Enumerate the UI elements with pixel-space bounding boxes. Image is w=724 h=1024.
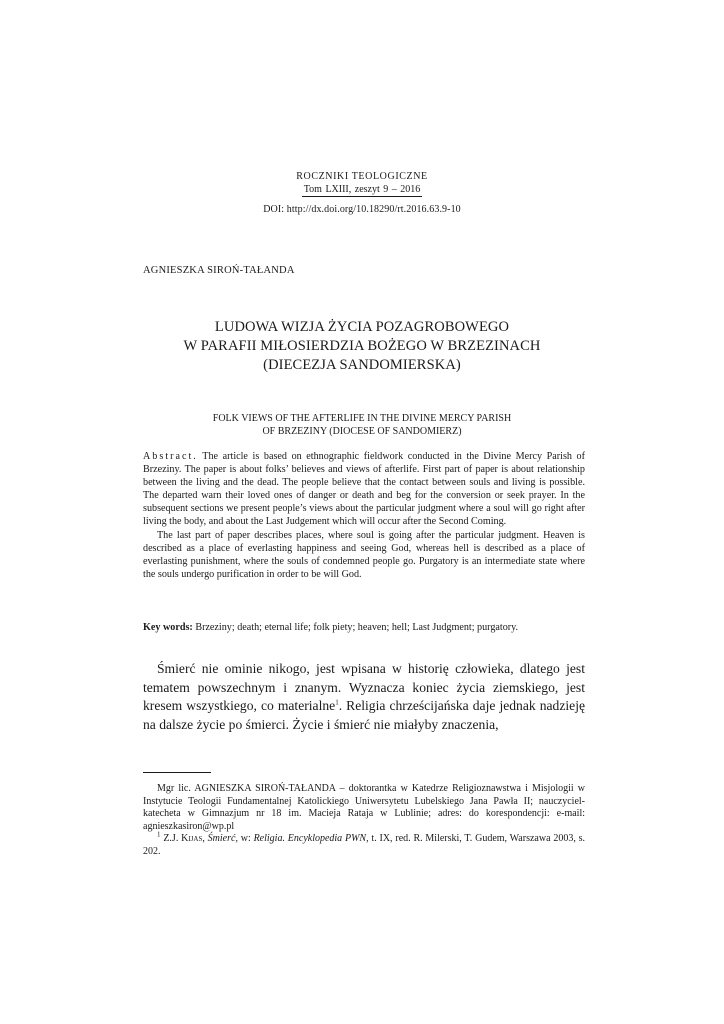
title-line: FOLK VIEWS OF THE AFTERLIFE IN THE DIVINE MERCY PARISH xyxy=(212,413,512,424)
author-name: AGNIESZKA SIROŃ-TAŁANDA xyxy=(143,265,295,276)
title-line: (DIECEZJA SANDOMIERSKA) xyxy=(263,357,461,373)
abstract-text: The article is based on ethnographic fieldwork conducted in the Divine Mercy Parish of Brzeziny. The paper is about folks’ believes and views of afterlife. First part of paper is about relationship between the living and the dead. The people believe that the contact between souls and living is possible. The departed warn their loved ones of danger or death and beg for the conversion or seek prayer. In the subsequent sections we present people’s views about the particular judgment where a soul will go right after living the body, and about the Last Judgement which will occur after the Second Coming. xyxy=(143,451,585,528)
article-title-english xyxy=(0,412,724,438)
doi-line: DOI: http://dx.doi.org/10.18290/rt.2016.63.9-10 xyxy=(263,204,461,215)
title-line: W PARAFII MIŁOSIERDZIA BOŻEGO W BRZEZINACH xyxy=(183,338,541,354)
cited-author: Z.J. Kijas xyxy=(163,833,203,845)
footnotes xyxy=(143,783,585,859)
body-text: Śmierć nie ominie nikogo, jest wpisana w historię człowieka, dlatego jest tematem powszechnym i znanym. Wyznacza koniec życia ziemskiego, jest kresem wszystkiego, co materialne xyxy=(143,661,585,714)
journal-volume: Tom LXIII, zeszyt 9 – 2016 xyxy=(303,184,421,195)
body-text: . Religia chrześcijańska daje jednak nadzieję na dalsze życie po śmierci. Życie i śmierć nie miałyby znaczenia, xyxy=(143,698,586,732)
body-paragraph xyxy=(143,660,585,734)
citation-details: , t. IX, red. R. Milerski, T. Gudem, Warszawa 2003, s. 202. xyxy=(143,833,586,857)
journal-header xyxy=(0,170,724,216)
separator: , w: xyxy=(235,833,254,845)
footnote-1 xyxy=(143,833,585,858)
abstract-label: Abstract. xyxy=(143,451,198,462)
abstract-paragraph: The last part of paper describes places, where soul is going after the particular judgment. Heaven is described as a place of everlasting happiness and seeing God, whereas hell is described as a place of everlasting punishment, where the souls of condemned people go. Purgatory is an intermediate state where the souls undergo purification in order to be will God. xyxy=(143,529,585,580)
article-title-polish xyxy=(0,318,724,375)
abstract-paragraph xyxy=(143,450,585,529)
footnote-divider xyxy=(143,772,211,773)
cited-work: Śmierć xyxy=(207,833,236,845)
footnote-reference[interactable]: 1 xyxy=(335,698,339,707)
title-line: OF BRZEZINY (DIOCESE OF SANDOMIERZ) xyxy=(262,426,462,437)
title-line: LUDOWA WIZJA ŻYCIA POZAGROBOWEGO xyxy=(214,319,510,335)
keywords-label: Key words: xyxy=(143,622,193,633)
keywords xyxy=(143,621,585,634)
author-footnote: Mgr lic. AGNIESZKA SIROŃ-TAŁANDA – doktorantka w Katedrze Religioznawstwa i Misjologii w Instytucie Teologii Fundamentalnej Katolickiego Uniwersytetu Lubelskiego Jana Pawła II; nauczyciel-katecheta w Gimnazjum nr 18 im. Macieja Rataja w Lublinie; adres: do korespondencji: e-mail: agnieszkasiron@wp.pl xyxy=(143,783,585,832)
footnote-number: 1 xyxy=(157,831,161,840)
cited-source: Religia. Encyklopedia PWN xyxy=(253,833,367,845)
keywords-text: Brzeziny; death; eternal life; folk piety; heaven; hell; Last Judgment; purgatory. xyxy=(195,622,519,633)
journal-name: ROCZNIKI TEOLOGICZNE xyxy=(296,171,428,182)
abstract xyxy=(143,450,585,581)
separator: , xyxy=(202,833,208,845)
